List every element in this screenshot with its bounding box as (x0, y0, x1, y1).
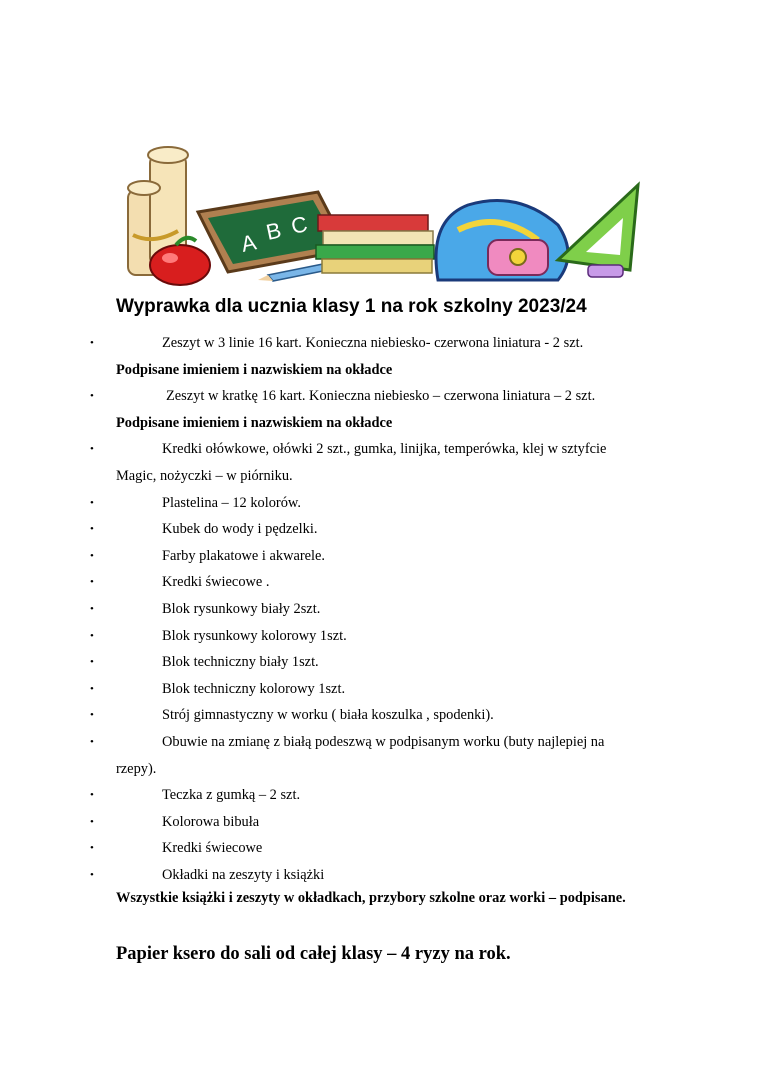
bullet-icon: • (90, 789, 94, 802)
backpack-icon (436, 201, 568, 281)
svg-text:C: C (288, 211, 310, 239)
list-item (0, 729, 764, 756)
bullet-icon: • (90, 602, 94, 615)
list-item-note: Podpisane imieniem i nazwiskiem na okładce (116, 361, 393, 378)
list-item-text: Blok rysunkowy biały 2szt. (162, 600, 321, 617)
list-item-text: Okładki na zeszyty i książki (162, 866, 325, 883)
list-item-text: Zeszyt w 3 linie 16 kart. Konieczna niebiesko- czerwona liniatura - 2 szt. (162, 335, 584, 351)
list-item (0, 649, 764, 676)
list-item-text: Kredki ołówkowe, ołówki 2 szt., gumka, linijka, temperówka, klej w sztyfcie (162, 441, 607, 458)
list-item-text: Blok rysunkowy kolorowy 1szt. (162, 627, 347, 644)
eraser-icon (588, 265, 623, 277)
list-item-text: Kredki świecowe . (162, 574, 270, 591)
svg-text:B: B (263, 217, 284, 245)
list-item-text: Zeszyt w kratkę 16 kart. Konieczna niebiesko – czerwona liniatura – 2 szt. (166, 388, 596, 405)
list-item (0, 516, 764, 543)
list-item-continuation (0, 756, 764, 783)
list-item (0, 835, 764, 862)
supply-list (0, 330, 764, 888)
list-item (0, 596, 764, 623)
list-item (0, 330, 764, 357)
svg-text:A: A (238, 229, 259, 257)
list-item (0, 862, 764, 889)
books-icon (316, 215, 434, 273)
list-item (0, 569, 764, 596)
list-item-text: Blok techniczny biały 1szt. (162, 654, 319, 671)
list-item (0, 702, 764, 729)
list-item-continuation (0, 463, 764, 490)
bullet-icon: • (90, 337, 94, 349)
list-item (0, 782, 764, 809)
bullet-icon: • (90, 390, 94, 403)
bullet-icon: • (90, 549, 94, 562)
list-item (0, 809, 764, 836)
bullet-icon: • (90, 842, 94, 855)
school-supplies-illustration (118, 140, 646, 290)
list-item-note: Podpisane imieniem i nazwiskiem na okładce (116, 414, 393, 431)
list-item-text: Farby plakatowe i akwarele. (162, 547, 326, 564)
list-item-text: Blok techniczny kolorowy 1szt. (162, 680, 346, 697)
bullet-icon: • (90, 709, 94, 722)
bullet-icon: • (90, 815, 94, 828)
list-item (0, 383, 764, 410)
bullet-icon: • (90, 682, 94, 695)
list-item-text: Kolorowa bibuła (162, 813, 260, 830)
bullet-icon: • (90, 629, 94, 642)
bullet-icon: • (90, 576, 94, 589)
list-item (0, 490, 764, 517)
signed-items-note: Wszystkie książki i zeszyty w okładkach, przybory szkolne oraz worki – podpisane. (116, 890, 626, 906)
bullet-icon: • (90, 656, 94, 669)
list-item (0, 543, 764, 570)
bullet-icon: • (90, 523, 94, 536)
page-title: Wyprawka dla ucznia klasy 1 na rok szkolny 2023/24 (116, 296, 587, 317)
list-item-text: Plastelina – 12 kolorów. (162, 494, 301, 511)
list-item-text: Kredki świecowe (162, 840, 263, 857)
bullet-icon: • (90, 868, 94, 881)
bullet-icon: • (90, 443, 94, 456)
list-item-text: Obuwie na zmianę z białą podeszwą w podpisanym worku (buty najlepiej na (162, 733, 605, 750)
list-item-text: Strój gimnastyczny w worku ( biała koszulka , spodenki). (162, 707, 494, 724)
list-item (0, 676, 764, 703)
bullet-icon: • (90, 496, 94, 509)
list-item-text: rzepy). (116, 760, 157, 777)
triangle-ruler-icon (558, 185, 638, 270)
list-item-text: Magic, nożyczki – w piórniku. (116, 467, 293, 484)
list-item (0, 623, 764, 650)
pencil-icon (258, 264, 328, 281)
bullet-icon: • (90, 735, 94, 748)
list-item-text: Kubek do wody i pędzelki. (162, 521, 318, 538)
paper-note: Papier ksero do sali od całej klasy – 4 ryzy na rok. (116, 944, 511, 964)
list-item (0, 436, 764, 463)
list-item-text: Teczka z gumką – 2 szt. (162, 787, 301, 804)
